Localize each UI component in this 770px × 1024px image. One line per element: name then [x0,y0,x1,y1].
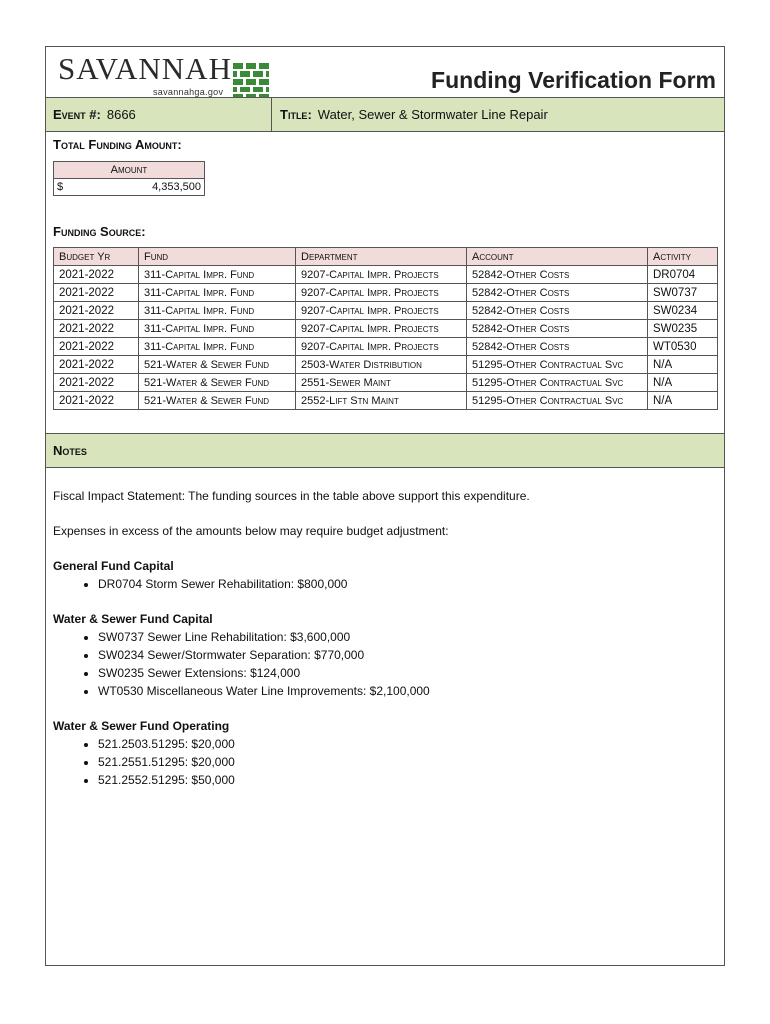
table-cell: SW0737 [648,284,718,302]
notes-body [53,487,713,806]
table-cell: 521-Water & Sewer Fund [139,374,296,392]
table-cell: 52842-Other Costs [467,320,648,338]
list-item: • SW0235 Sewer Extensions: $124,000 [98,664,713,682]
table-header-row [54,248,718,266]
event-number-cell [46,98,272,131]
table-row [54,284,718,302]
table-cell: 2551-Sewer Maint [296,374,467,392]
table-cell: 52842-Other Costs [467,266,648,284]
table-row [54,266,718,284]
amount-currency: $ [54,179,71,196]
table-cell: SW0234 [648,302,718,320]
note-group-title: Water & Sewer Fund Operating [53,719,230,733]
brick-logo-icon [233,63,269,99]
table-cell: 9207-Capital Impr. Projects [296,302,467,320]
table-cell: 2021-2022 [54,302,139,320]
column-header: Account [467,248,648,266]
note-group-title: Water & Sewer Fund Capital [53,612,213,626]
table-cell: 311-Capital Impr. Fund [139,338,296,356]
notes-label: Notes [53,443,87,458]
list-item: • SW0737 Sewer Line Rehabilitation: $3,600,000 [98,628,713,646]
table-cell: 51295-Other Contractual Svc [467,392,648,410]
table-cell: 2021-2022 [54,374,139,392]
table-cell: 9207-Capital Impr. Projects [296,266,467,284]
table-cell: 9207-Capital Impr. Projects [296,320,467,338]
table-cell: 311-Capital Impr. Fund [139,302,296,320]
table-cell: 9207-Capital Impr. Projects [296,284,467,302]
table-cell: 2021-2022 [54,392,139,410]
event-number-value: 8666 [106,107,136,122]
list-item: • WT0530 Miscellaneous Water Line Improvements: $2,100,000 [98,682,713,700]
table-cell: 51295-Other Contractual Svc [467,374,648,392]
table-body [54,266,718,410]
table-row [54,374,718,392]
table-cell: N/A [648,356,718,374]
table-cell: 2021-2022 [54,320,139,338]
table-cell: 311-Capital Impr. Fund [139,284,296,302]
list-item: • 521.2503.51295: $20,000 [98,735,713,753]
table-cell: 51295-Other Contractual Svc [467,356,648,374]
amount-header: Amount [54,162,205,179]
table-cell: 521-Water & Sewer Fund [139,392,296,410]
funding-source-label: Funding Source: [53,224,146,239]
table-cell: 2503-Water Distribution [296,356,467,374]
funding-source-table [53,247,718,410]
amount-value: 4,353,500 [70,179,205,196]
notes-bar [46,433,724,468]
city-logo [58,51,232,97]
column-header: Department [296,248,467,266]
note-group-list [53,735,713,789]
form-title: Funding Verification Form [431,67,716,93]
column-header: Budget Yr [54,248,139,266]
table-cell: 52842-Other Costs [467,338,648,356]
table-row [54,320,718,338]
logo-url: savannahga.gov [153,87,224,97]
note-group-list [53,628,713,700]
column-header: Activity [648,248,718,266]
table-row [54,302,718,320]
event-title-label: Title: [280,107,312,122]
form-frame [45,46,725,966]
fiscal-impact-statement: Fiscal Impact Statement: The funding sources in the table above support this expenditure. [53,489,530,503]
table-cell: 9207-Capital Impr. Projects [296,338,467,356]
amount-row [54,179,205,196]
table-row [54,356,718,374]
list-item: • SW0234 Sewer/Stormwater Separation: $770,000 [98,646,713,664]
table-cell: 2021-2022 [54,338,139,356]
excess-statement: Expenses in excess of the amounts below may require budget adjustment: [53,524,449,538]
table-cell: N/A [648,392,718,410]
amount-table [53,161,205,196]
table-cell: N/A [648,374,718,392]
table-cell: 52842-Other Costs [467,302,648,320]
column-header: Fund [139,248,296,266]
list-item: • 521.2551.51295: $20,000 [98,753,713,771]
total-funding-label: Total Funding Amount: [53,137,182,152]
table-cell: 52842-Other Costs [467,284,648,302]
table-cell: 521-Water & Sewer Fund [139,356,296,374]
event-number-label: Event #: [53,107,101,122]
table-row [54,338,718,356]
list-item: • 521.2552.51295: $50,000 [98,771,713,789]
table-cell: DR0704 [648,266,718,284]
table-cell: 311-Capital Impr. Fund [139,266,296,284]
table-cell: 2021-2022 [54,284,139,302]
form-header [46,47,724,97]
table-row [54,392,718,410]
logo-wordmark: SAVANNAH [58,51,232,86]
table-cell: 2552-Lift Stn Maint [296,392,467,410]
list-item: • DR0704 Storm Sewer Rehabilitation: $800,000 [98,575,713,593]
note-groups [53,557,713,789]
note-group-title: General Fund Capital [53,559,174,573]
table-cell: 2021-2022 [54,356,139,374]
table-cell: SW0235 [648,320,718,338]
event-title-value: Water, Sewer & Stormwater Line Repair [317,107,548,122]
event-title-cell [272,98,548,131]
event-bar [46,97,724,132]
table-cell: 311-Capital Impr. Fund [139,320,296,338]
note-group-list [53,575,713,593]
table-cell: WT0530 [648,338,718,356]
table-cell: 2021-2022 [54,266,139,284]
